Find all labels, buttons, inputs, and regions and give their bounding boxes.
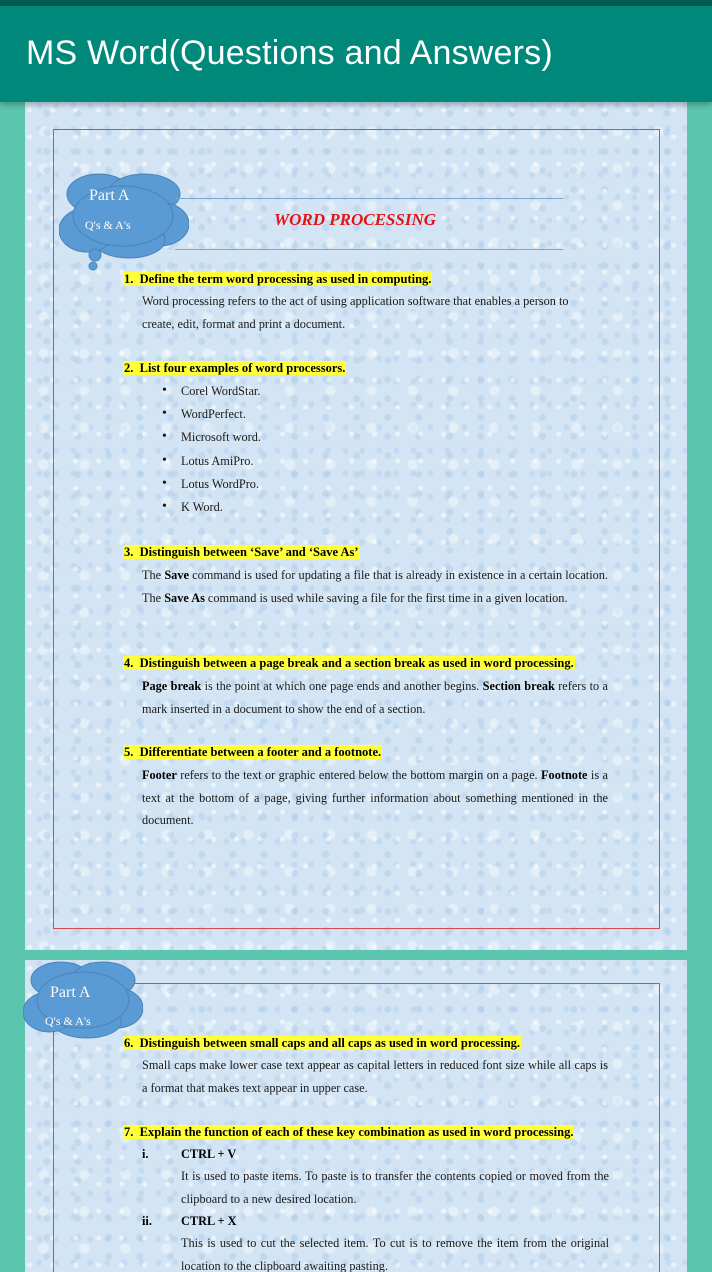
question-6 xyxy=(123,1036,521,1051)
question-4 xyxy=(123,656,575,671)
document-viewer[interactable] xyxy=(0,102,712,1272)
answer-line: create, edit, format and print a document. xyxy=(142,316,346,331)
app-bar xyxy=(0,6,712,102)
part-label: Part A xyxy=(89,187,130,204)
question-text: Distinguish between a page break and a section break as used in word processing. xyxy=(139,656,574,670)
sub-item-number: ii. xyxy=(142,1214,152,1228)
question-text: List four examples of word processors. xyxy=(139,361,346,375)
list-item: • K Word. xyxy=(181,500,223,515)
question-2 xyxy=(123,361,346,376)
list-item: • WordPerfect. xyxy=(181,407,246,422)
answer-6: Small caps make lower case text appear as capital letters in reduced font size while all caps is a format that makes text appear in upper case. xyxy=(142,1058,608,1095)
document-page-2 xyxy=(25,960,687,1272)
question-number: 5. xyxy=(124,745,134,759)
heading-rule-bottom xyxy=(175,249,563,250)
answer-5: Footer refers to the text or graphic entered below the bottom margin on a page. Footnote is a text at the bottom of a page, giving further information about something mentioned in the document. xyxy=(142,768,609,827)
question-text: Differentiate between a footer and a footnote. xyxy=(139,745,382,759)
question-1 xyxy=(123,272,432,287)
question-number: 2. xyxy=(124,361,134,375)
sub-item-answer: It is used to paste items. To paste is to transfer the contents copied or moved from the clipboard to a new desired location. xyxy=(181,1169,609,1206)
answer-line: Word processing refers to the act of using application software that enables a person to xyxy=(142,294,569,308)
document-heading: WORD PROCESSING xyxy=(274,210,437,229)
key-combination: CTRL + V xyxy=(181,1147,237,1161)
key-combination: CTRL + X xyxy=(181,1214,237,1228)
question-text: Distinguish between small caps and all caps as used in word processing. xyxy=(139,1036,521,1050)
answer-3: The Save command is used for updating a file that is already in existence in a certain location. The Save As command is used while saving a file for the first time in a given location. xyxy=(142,568,608,605)
part-badge-cloud xyxy=(59,172,189,277)
list-item: • Lotus WordPro. xyxy=(181,477,259,492)
question-number: 1. xyxy=(124,272,134,286)
question-5 xyxy=(123,745,382,760)
answer-1 xyxy=(142,290,610,335)
question-number: 4. xyxy=(124,656,134,670)
part-label: Part A xyxy=(50,984,91,1001)
list-item: • Corel WordStar. xyxy=(181,384,260,399)
sub-item-number: i. xyxy=(142,1147,149,1161)
document-page-1 xyxy=(25,102,687,950)
question-text: Distinguish between ‘Save’ and ‘Save As’ xyxy=(139,545,359,559)
app-title: MS Word(Questions and Answers) xyxy=(26,34,553,72)
question-number: 7. xyxy=(124,1125,134,1139)
qa-label: Q's & A's xyxy=(85,218,131,232)
question-text: Explain the function of each of these key combination as used in word processing. xyxy=(139,1125,574,1139)
answer-4: Page break is the point at which one page ends and another begins. Section break refers to a mark inserted in a document to show the end of a section. xyxy=(142,679,608,716)
question-text: Define the term word processing as used in computing. xyxy=(139,272,432,286)
list-item: • Lotus AmiPro. xyxy=(181,454,253,469)
qa-label: Q's & A's xyxy=(45,1014,91,1028)
question-number: 3. xyxy=(124,545,134,559)
question-3 xyxy=(123,545,360,560)
list-item: • Microsoft word. xyxy=(181,430,261,445)
sub-item-answer: This is used to cut the selected item. To cut is to remove the item from the original location to the clipboard awaiting pasting. xyxy=(181,1236,609,1272)
heading-rule-top xyxy=(175,198,563,199)
question-number: 6. xyxy=(124,1036,134,1050)
question-7 xyxy=(123,1125,574,1140)
